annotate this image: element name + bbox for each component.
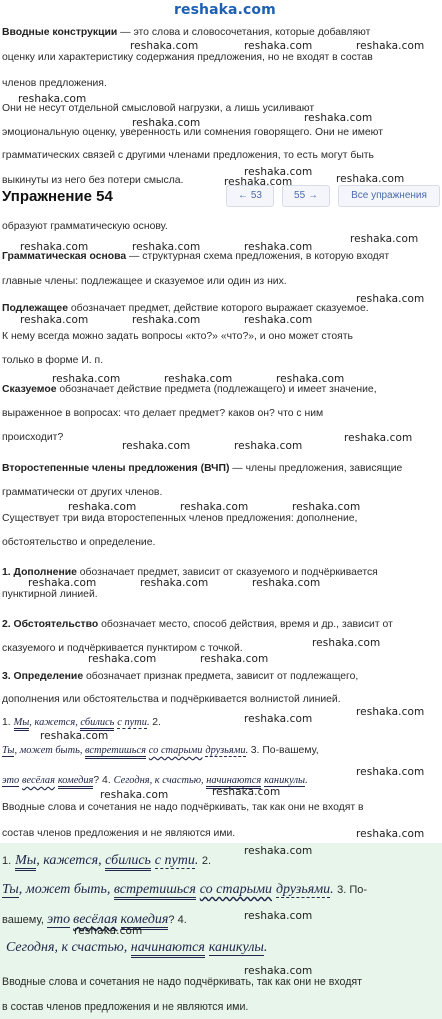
term-dopolnenie: 1. Дополнение	[2, 567, 77, 578]
watermark: reshaka.com	[132, 117, 201, 129]
term-obstoyatelstvo: 2. Обстоятельство	[2, 619, 99, 630]
body-text: обозначает предмет, действие которого выражает сказуемое.	[67, 303, 369, 314]
watermark: reshaka.com	[234, 440, 303, 452]
box-note-1: Вводные слова и сочетания не надо подчёркивать, так как они не входят	[2, 976, 362, 988]
watermark: reshaka.com	[244, 314, 313, 326]
exercise-title: Упражнение 54	[2, 188, 113, 205]
word-k-schastyu: к счастью	[61, 940, 124, 955]
word-k-schastyu: к счастью	[154, 775, 202, 786]
item-number: 1.	[2, 717, 11, 728]
word-s-puti: с пути	[154, 853, 195, 868]
item-number: ? 4.	[168, 914, 187, 926]
word-vashemu: вашему,	[2, 914, 44, 926]
body-line-4: К нему всегда можно задать вопросы «кто?» «что?», и оно может стоять	[2, 331, 353, 342]
watermark: reshaka.com	[356, 766, 425, 778]
word-eto: это	[46, 912, 71, 927]
box-line-1: 1. Мы, кажется, сбились с пути. 2.	[2, 851, 211, 869]
term-vchp: Второстепенные члены предложения (ВЧП)	[2, 463, 230, 474]
body-line-8: происходит?	[2, 432, 64, 443]
body-text: обозначает предмет, зависит от сказуемого и подчёркивается	[76, 567, 378, 578]
item-number: 2.	[201, 855, 212, 867]
item-number: 3. По-	[337, 884, 368, 896]
term-vvodnye: Вводные конструкции	[2, 27, 118, 38]
item-number: 1.	[2, 855, 12, 867]
box-line-2: Ты, может быть, встретишься со старыми друзьями. 3. По-	[2, 880, 367, 898]
word-mozhet-byt: может быть	[19, 745, 80, 756]
watermark: reshaka.com	[350, 233, 419, 245]
watermark: reshaka.com	[200, 653, 269, 665]
word-my: Мы	[14, 717, 30, 731]
word-druzyami: друзьями	[275, 882, 331, 897]
watermark: reshaka.com	[244, 910, 313, 922]
watermark: reshaka.com	[356, 40, 425, 52]
answer-line-3: это весёлая комедия? 4. Сегодня, к счастью, начинаются каникулы.	[2, 775, 308, 787]
word-vstretishsya: встретишься	[85, 745, 146, 759]
watermark: reshaka.com	[244, 241, 313, 253]
body-line-7: выраженное в вопросах: что делает предмет? каков он? что с ним	[2, 408, 324, 419]
watermark: reshaka.com	[244, 166, 313, 178]
watermark: reshaka.com	[140, 577, 209, 589]
watermark: reshaka.com	[252, 577, 321, 589]
answer-line-2: Ты, может быть, встретишься со старыми друзьями. 3. По-вашему,	[2, 745, 319, 757]
watermark: reshaka.com	[164, 373, 233, 385]
watermark: reshaka.com	[292, 501, 361, 513]
intro-line-7: выкинуты из него без потери смысла.	[2, 175, 184, 186]
word-kanikuly: каникулы	[208, 940, 264, 955]
watermark: reshaka.com	[68, 501, 137, 513]
word-vstretishsya: встретишься	[114, 882, 196, 900]
body-line-11: Существует три вида второстепенных членов предложения: дополнение,	[2, 513, 358, 524]
watermark: reshaka.com	[244, 40, 313, 52]
intro-line-4: Они не несут отдельной смысловой нагрузки, а лишь усиливают	[2, 103, 315, 114]
word-kanikuly: каникулы	[264, 775, 306, 786]
watermark: reshaka.com	[28, 577, 97, 589]
box-note-2: в состав членов предложения и не являются ими.	[2, 1001, 249, 1013]
word-eto: это	[2, 775, 20, 786]
body-line-6	[2, 384, 377, 396]
intro-line-2: оценку или характеристику содержания предложения, но не входят в состав	[2, 52, 373, 63]
watermark: reshaka.com	[356, 828, 425, 840]
word-s-puti: с пути	[117, 717, 147, 728]
word-sbilis: сбились	[105, 853, 151, 871]
word-so-starymi: со старыми	[199, 882, 273, 897]
word-nachinayutsya: начинаются	[131, 940, 205, 958]
word-segodnya: Сегодня	[6, 940, 55, 955]
watermark: reshaka.com	[244, 713, 313, 725]
answer-box	[0, 843, 442, 1019]
watermark: reshaka.com	[122, 440, 191, 452]
watermark: reshaka.com	[356, 293, 425, 305]
body-line-17	[2, 671, 358, 683]
body-line-14: пунктирной линией.	[2, 589, 98, 600]
watermark: reshaka.com	[276, 373, 345, 385]
body-text: — структурная схема предложения, в которую входят	[126, 251, 390, 262]
site-watermark: reshaka.com	[174, 2, 276, 18]
term-opredelenie: 3. Определение	[2, 671, 84, 682]
body-line-10: грамматически от других членов.	[2, 487, 163, 498]
watermark: reshaka.com	[304, 112, 373, 124]
watermark: reshaka.com	[74, 925, 143, 937]
body-line-15	[2, 619, 393, 631]
word-vesyolaya: весёлая	[22, 775, 55, 786]
body-line-0: образуют грамматическую основу.	[2, 221, 168, 232]
watermark: reshaka.com	[20, 241, 89, 253]
watermark: reshaka.com	[132, 241, 201, 253]
watermark: reshaka.com	[130, 40, 199, 52]
word-so-starymi: со старыми	[148, 745, 203, 756]
intro-line-3: членов предложения.	[2, 78, 107, 89]
watermark: reshaka.com	[312, 637, 381, 649]
word-komediya: комедия	[121, 912, 169, 930]
watermark: reshaka.com	[356, 706, 425, 718]
intro-text: — это слова и словосочетания, которые добавляют	[117, 27, 371, 38]
all-exercises-button[interactable]: Все упражнения	[338, 185, 440, 207]
body-line-12: обстоятельство и определение.	[2, 537, 156, 548]
term-podlezhashchee: Подлежащее	[2, 303, 68, 314]
prev-exercise-button[interactable]: ← 53	[226, 185, 274, 207]
watermark: reshaka.com	[212, 786, 281, 798]
body-line-18: дополнения или обстоятельства и подчёркивается волнистой линией.	[2, 694, 341, 705]
body-line-2: главные члены: подлежащее и сказуемое или один из них.	[2, 276, 287, 287]
next-exercise-button[interactable]: 55 →	[282, 185, 330, 207]
watermark: reshaka.com	[244, 845, 313, 857]
word-ty: Ты	[2, 882, 19, 897]
watermark: reshaka.com	[344, 432, 413, 444]
answer-line-1: 1. Мы, кажется, сбились с пути. 2.	[2, 717, 161, 729]
answer-note-1: Вводные слова и сочетания не надо подчёркивать, так как они не входят в	[2, 802, 364, 813]
word-nachinayutsya: начинаются	[206, 775, 261, 789]
word-druzyami: друзьями	[205, 745, 246, 756]
box-line-4: Сегодня, к счастью, начинаются каникулы.	[6, 938, 267, 956]
watermark: reshaka.com	[100, 789, 169, 801]
watermark: reshaka.com	[224, 176, 293, 188]
term-skazuemoe: Сказуемое	[2, 384, 57, 395]
watermark: reshaka.com	[336, 173, 405, 185]
watermark: reshaka.com	[180, 501, 249, 513]
body-line-9	[2, 463, 402, 475]
body-line-16: сказуемого и подчёркивается пунктиром с точкой.	[2, 643, 243, 654]
word-my: Мы	[15, 853, 36, 871]
intro-line-5: эмоциональную оценку, уверенность или сомнения говорящего. Они не имеют	[2, 127, 383, 138]
word-vesyolaya: весёлая	[73, 912, 118, 927]
body-text: обозначает действие предмета (подлежащего) и имеет значение,	[56, 384, 377, 395]
watermark: reshaka.com	[40, 730, 109, 742]
body-text: обозначает признак предмета, зависит от подлежащего,	[83, 671, 359, 682]
word-kazhetsya: кажется	[34, 717, 76, 728]
answer-note-2: состав членов предложения и не являются ими.	[2, 828, 236, 839]
word-sbilis: сбились	[80, 717, 114, 731]
item-number: 2.	[152, 717, 161, 728]
body-line-5: только в форме И. п.	[2, 355, 104, 366]
intro-line-6: грамматических связей с другими членами предложения, то есть могут быть	[2, 150, 374, 161]
watermark: reshaka.com	[20, 314, 89, 326]
watermark: reshaka.com	[88, 653, 157, 665]
item-number: 3. По-вашему,	[250, 745, 319, 756]
watermark: reshaka.com	[244, 965, 313, 977]
word-ty: Ты	[2, 745, 15, 756]
body-text: обозначает место, способ действия, время и др., зависит от	[98, 619, 393, 630]
word-komediya: комедия	[58, 775, 94, 789]
watermark: reshaka.com	[18, 93, 87, 105]
word-segodnya: Сегодня	[113, 775, 150, 786]
word-kazhetsya: кажется	[43, 853, 99, 868]
item-number: ? 4.	[93, 775, 111, 786]
watermark: reshaka.com	[52, 373, 121, 385]
body-text: — члены предложения, зависящие	[229, 463, 403, 474]
watermark: reshaka.com	[132, 314, 201, 326]
word-mozhet-byt: может быть	[25, 882, 107, 897]
term-osnova: Грамматическая основа	[2, 251, 127, 262]
intro-line-1	[2, 27, 370, 39]
